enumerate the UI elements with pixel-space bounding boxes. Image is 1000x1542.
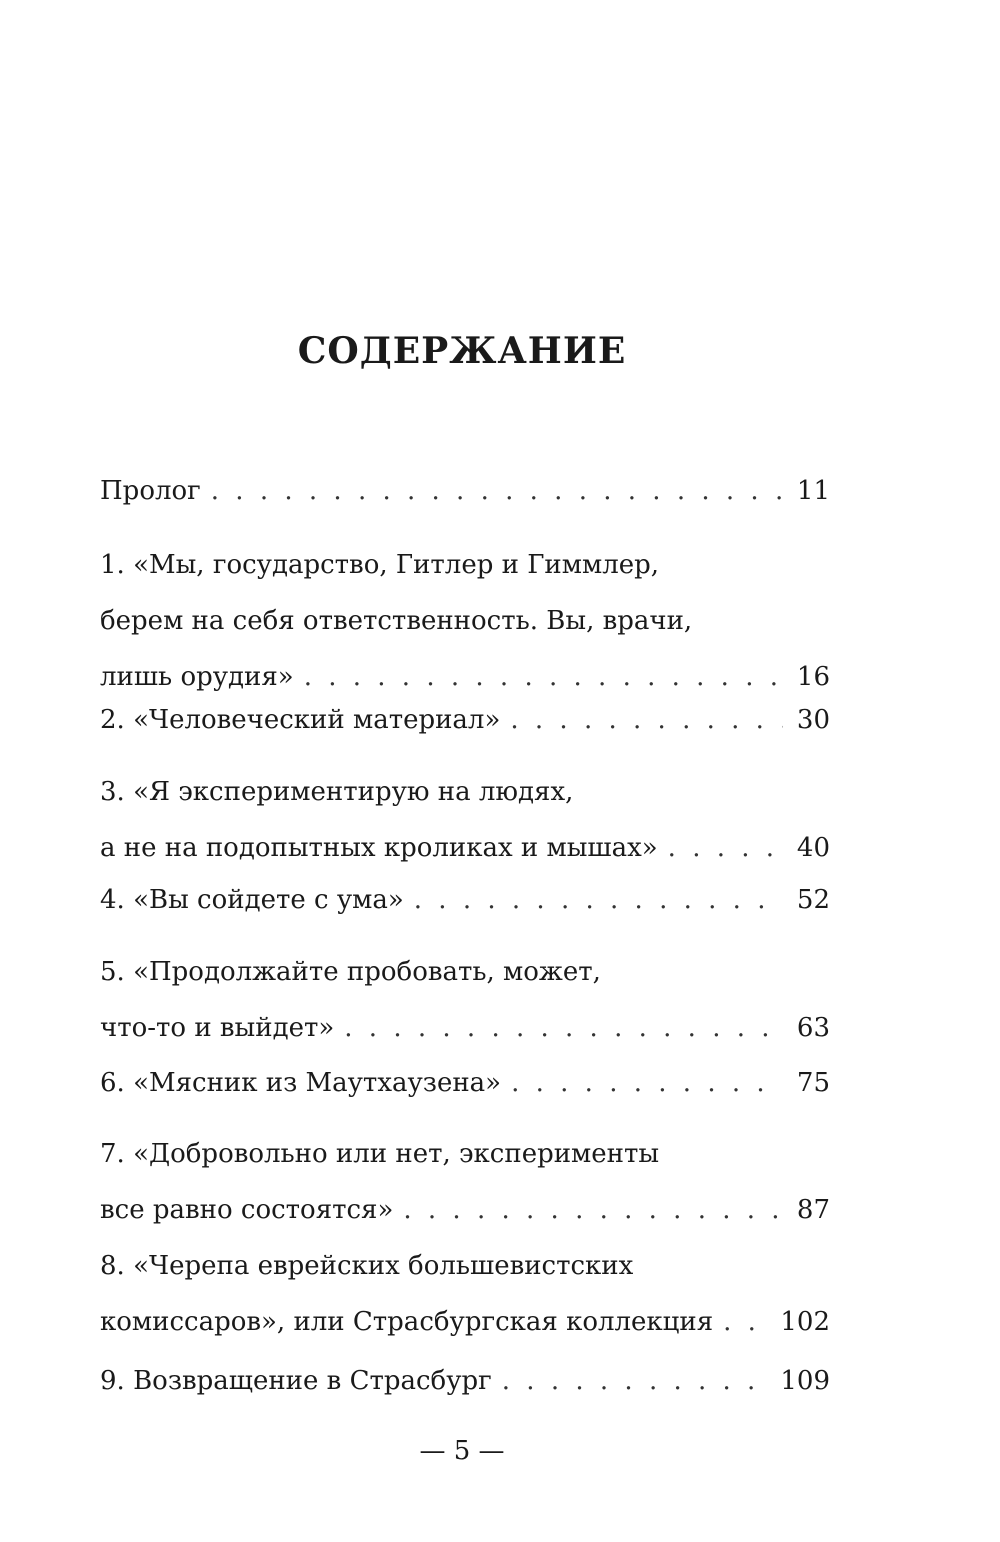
- toc-page-number: 109: [780, 1366, 830, 1396]
- toc-page-number: 87: [796, 1195, 830, 1225]
- toc-entry: [100, 537, 830, 705]
- toc-page-number: 63: [796, 1013, 830, 1043]
- toc-entry-title: комиссаров», или Страсбургская коллекция: [100, 1307, 714, 1337]
- toc-entry-title: 7. «Добровольно или нет, эксперименты: [100, 1139, 660, 1169]
- dot-leader: [211, 463, 783, 519]
- dot-leader: [723, 1294, 766, 1350]
- toc-entry: [100, 872, 830, 928]
- toc-page-number: 11: [796, 476, 830, 506]
- toc-entry: [100, 1126, 830, 1238]
- toc-page-number: 75: [796, 1068, 830, 1098]
- toc-entry: [100, 1238, 830, 1350]
- dot-leader: [344, 1000, 783, 1056]
- dot-leader: [414, 872, 783, 928]
- toc-entry-title: 6. «Мясник из Маутхаузена»: [100, 1068, 502, 1098]
- toc-entry: [100, 692, 830, 748]
- toc-entry-title: все равно состоятся»: [100, 1195, 394, 1225]
- toc-entry-title: что-то и выйдет»: [100, 1013, 335, 1043]
- toc-entry: [100, 764, 830, 876]
- toc-page-number: 30: [796, 705, 830, 735]
- toc-entry-title: лишь орудия»: [100, 662, 294, 692]
- page-number-footer: — 5 —: [419, 1436, 505, 1466]
- toc-entry-title: 8. «Черепа еврейских большевистских: [100, 1251, 634, 1281]
- toc-entry-title: а не на подопытных кроликах и мышах»: [100, 833, 658, 863]
- toc-entry-title: 5. «Продолжайте пробовать, может,: [100, 957, 601, 987]
- toc-page-number: 40: [796, 833, 830, 863]
- toc-entry-title: Пролог: [100, 476, 201, 506]
- toc-page-number: 102: [780, 1307, 830, 1337]
- dot-leader: [668, 820, 783, 876]
- toc-entry-title: 9. Возвращение в Страсбург: [100, 1366, 492, 1396]
- page-title: СОДЕРЖАНИЕ: [297, 330, 627, 372]
- dot-leader: [403, 1182, 783, 1238]
- toc-page-number: 52: [796, 885, 830, 915]
- dot-leader: [510, 692, 783, 748]
- toc-page-number: 16: [796, 662, 830, 692]
- toc-entry-title: 3. «Я экспериментирую на людях,: [100, 777, 574, 807]
- toc-entry-title: 2. «Человеческий материал»: [100, 705, 501, 735]
- toc-entry: [100, 463, 830, 519]
- dot-leader: [502, 1353, 767, 1409]
- toc-entry-title: 1. «Мы, государство, Гитлер и Гиммлер,: [100, 550, 660, 580]
- toc-entry: [100, 944, 830, 1056]
- toc-entry-title: 4. «Вы сойдете с ума»: [100, 885, 404, 915]
- dot-leader: [511, 1055, 783, 1111]
- toc-entry: [100, 1353, 830, 1409]
- toc-entry: [100, 1055, 830, 1111]
- toc-entry-title: берем на себя ответственность. Вы, врачи,: [100, 606, 693, 636]
